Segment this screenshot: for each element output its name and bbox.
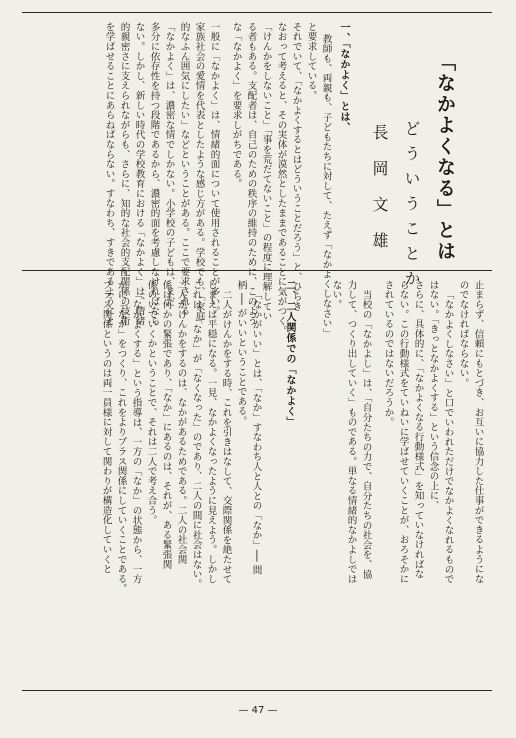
s2-line-18: 係は何かの緊張であり、「なか」にあるのは、それが、ある緊張関 <box>160 280 172 570</box>
s2-line-8: 当校の「なかよし」は、「自分たちの力で、自分たちの社会を、協 <box>360 290 372 580</box>
s1-line-6: る者もある。支配者は、自己のための秩序の維持のために、このよう <box>245 22 257 326</box>
s1-line-12: 多分に依存性を持つ段階であるから、濃密的面を考慮しなければなら <box>148 22 160 326</box>
s2-line-15: しまえば平穏になる。一見、なかよくなったように見えよう。しかし <box>205 280 217 584</box>
s2-line-21: かに「なか」をつくり、これをよりプラス関係にしていくことである。 <box>115 280 127 594</box>
top-rule <box>22 12 492 13</box>
s1-line-9: 家族社会の愛情を代表としたような感じ方がある。学校でも、「家庭 <box>193 22 205 321</box>
s2-line-17: 二人がけんかをするのは、なかがあるためである。二人の社会関 <box>175 280 187 565</box>
s2-line-19: 係のいていくかということで、それは二人で考え合う。 <box>145 280 157 525</box>
s2-line-20: 「なかよくする」という指導は、一方の「なか」の状態から、一方 <box>130 290 142 584</box>
section1-heading: 一、「なかよく」とは、 <box>338 22 349 133</box>
s1-line-4: なおって考えると、その実体が漠然としたままであることに気がつく。 <box>275 22 287 336</box>
s2-line-2: のでなければならない。 <box>457 280 469 388</box>
page-number: — 47 — <box>238 705 278 716</box>
s2-line-6: らない。この行動様式をていねいに学ばせていくことが、おろそかに <box>397 280 409 584</box>
bottom-rule <box>22 690 492 691</box>
s1-line-5: 「けんかをしないこと」「事を荒だてないこと」の程度に理解してい <box>260 22 272 321</box>
s2-line-14: 二人がけんかをする時、これを引きはなして、交際関係を絶たせて <box>220 290 232 584</box>
s2-line-9: 力して、つくり出していく」ものである。単なる情緒的なかよしでは <box>345 280 357 584</box>
s2-line-13: 柄 ── がいいということである。 <box>235 280 247 426</box>
s1-line-10: 的なふん囲気にしたい」などということがある。ここで要求される <box>178 22 190 316</box>
s2-line-4: はない。「きっとなかよくする」という信念の上に、 <box>427 280 439 511</box>
s2-line-12: 「なかがいい」とは、「なか」すなわち人と人との「なか」── 間 <box>250 290 262 575</box>
s1-line-14: 的親密さに支えられながらも、さらに、知的な社会的支配関係の技術 <box>118 22 130 326</box>
s2-line-5: さらに、具体的に、「なかよくなる行動様式」を知っていなければな <box>412 280 424 579</box>
s1-line-15: を学ばせることにあらねばならない。すなわち、すきであるようにと <box>103 22 115 326</box>
article-author: 長岡文雄 <box>370 124 389 268</box>
s1-line-7: な「なかよく」を要求しがちである。 <box>230 22 242 189</box>
s1-line-2: と要求している。 <box>305 22 317 101</box>
s2-line-22: プラス関係というのは両一員様に対して関わりが構造化していくと <box>100 280 112 574</box>
s1-line-8: 一般に「なかよく」は、情緒的面について使用されることが多い。 <box>208 22 220 316</box>
s1-line-13: ない。しかし、新しい時代の学校教育における「なかよく」は、情緒 <box>133 22 145 326</box>
article-subtitle: どういうことか <box>402 120 421 295</box>
s2-line-16: これは、「なか」が「なくなった」のであり、二人の間に社会はない。 <box>190 280 202 589</box>
s2-line-10: ない。 <box>330 280 342 310</box>
s2-line-7: されているのではないだろうか。 <box>382 280 394 427</box>
s2-line-3: 「なかよくしなさい」と口でいわれただけでなかよくなれるもので <box>442 290 454 584</box>
article-title: 「なかよくなる」とは <box>434 52 456 262</box>
section2-heading: 二、二人関係での「なかよく」 <box>284 280 295 427</box>
s2-line-1: 止まらず、信頼にもとづき、お互いに協力した仕事ができるようにな <box>472 280 484 584</box>
s1-line-3: それでいて、「なかよくするとはどういうことだろう」と、ひらき <box>290 22 302 312</box>
s1-line-1: 教師も、両親も、子どもたちに対して、たえず「なかよくしなさい」 <box>320 34 332 338</box>
s1-line-11: 「なかよく」は、濃密な情でしかない。小学校の子どもは、まだ <box>163 22 175 307</box>
